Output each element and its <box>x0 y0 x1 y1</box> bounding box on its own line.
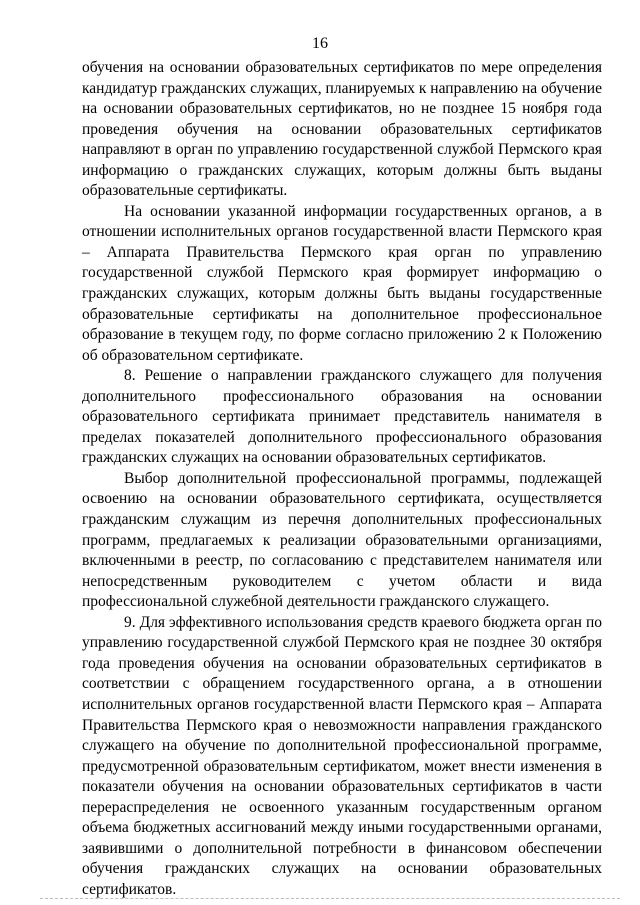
paragraph-continuation: обучения на основании образовательных сертификатов по мере определения кандидатур гражданских служащих, планируемых к направлению на обучение на основании образовательных сертификатов, но не позднее 15 ноября года проведения обучения на основании образовательных сертификатов направляют в орган по управлению государственной службой Пермского края информацию о гражданских служащих, которым должны быть выданы образовательные сертификаты. <box>82 59 602 200</box>
paragraph-item-8-decision: 8. Решение о направлении гражданского служащего для получения дополнительного профессионального образования на основании образовательного сертификата принимает представитель нанимателя в пределах показателей дополнительного профессионального образования гражданских служащих на основании образовательных сертификатов. <box>82 367 602 467</box>
scan-bottom-edge <box>40 898 620 899</box>
paragraph-item-9-budget: 9. Для эффективного использования средств краевого бюджета орган по управлению государственной службой Пермского края не позднее 30 октября года проведения обучения на основании образовательных сертификатов в соответствии с обращением государственного органа, а в отношении исполнительных органов государственной власти Пермского края – Аппарата Правительства Пермского края о невозможности направления гражданского служащего на обучение по дополнительной профессиональной программе, предусмотренной образовательным сертификатом, может внести изменения в показатели обучения на основании образовательных сертификатов в части перераспределения не освоенного указанным государственным органом объема бюджетных ассигнований между иными государственными органами, заявившими о дополнительной потребности в финансовом обеспечении обучения гражданских служащих на основании образовательных сертификатов. <box>82 613 602 898</box>
page-number: 16 <box>312 35 328 52</box>
paragraph-information-basis: На основании указанной информации государственных органов, а в отношении исполнительных органов государственной власти Пермского края – Аппарата Правительства Пермского края орган по управлению государственной службой Пермского края формирует информацию о гражданских служащих, которым должны быть выданы государственные образовательные сертификаты на дополнительное профессиональное образование в текущем году, по форме согласно приложению 2 к Положению об образовательном сертификате. <box>82 202 602 364</box>
document-body <box>82 58 602 900</box>
paragraph-program-choice: Выбор дополнительной профессиональной программы, подлежащей освоению на основании образовательного сертификата, осуществляется гражданским служащим из перечня дополнительных профессиональных программ, предлагаемых к реализации образовательными организациями, включенными в реестр, по согласованию с представителем нанимателя или непосредственным руководителем с учетом области и вида профессиональной служебной деятельности гражданского служащего. <box>82 469 602 611</box>
